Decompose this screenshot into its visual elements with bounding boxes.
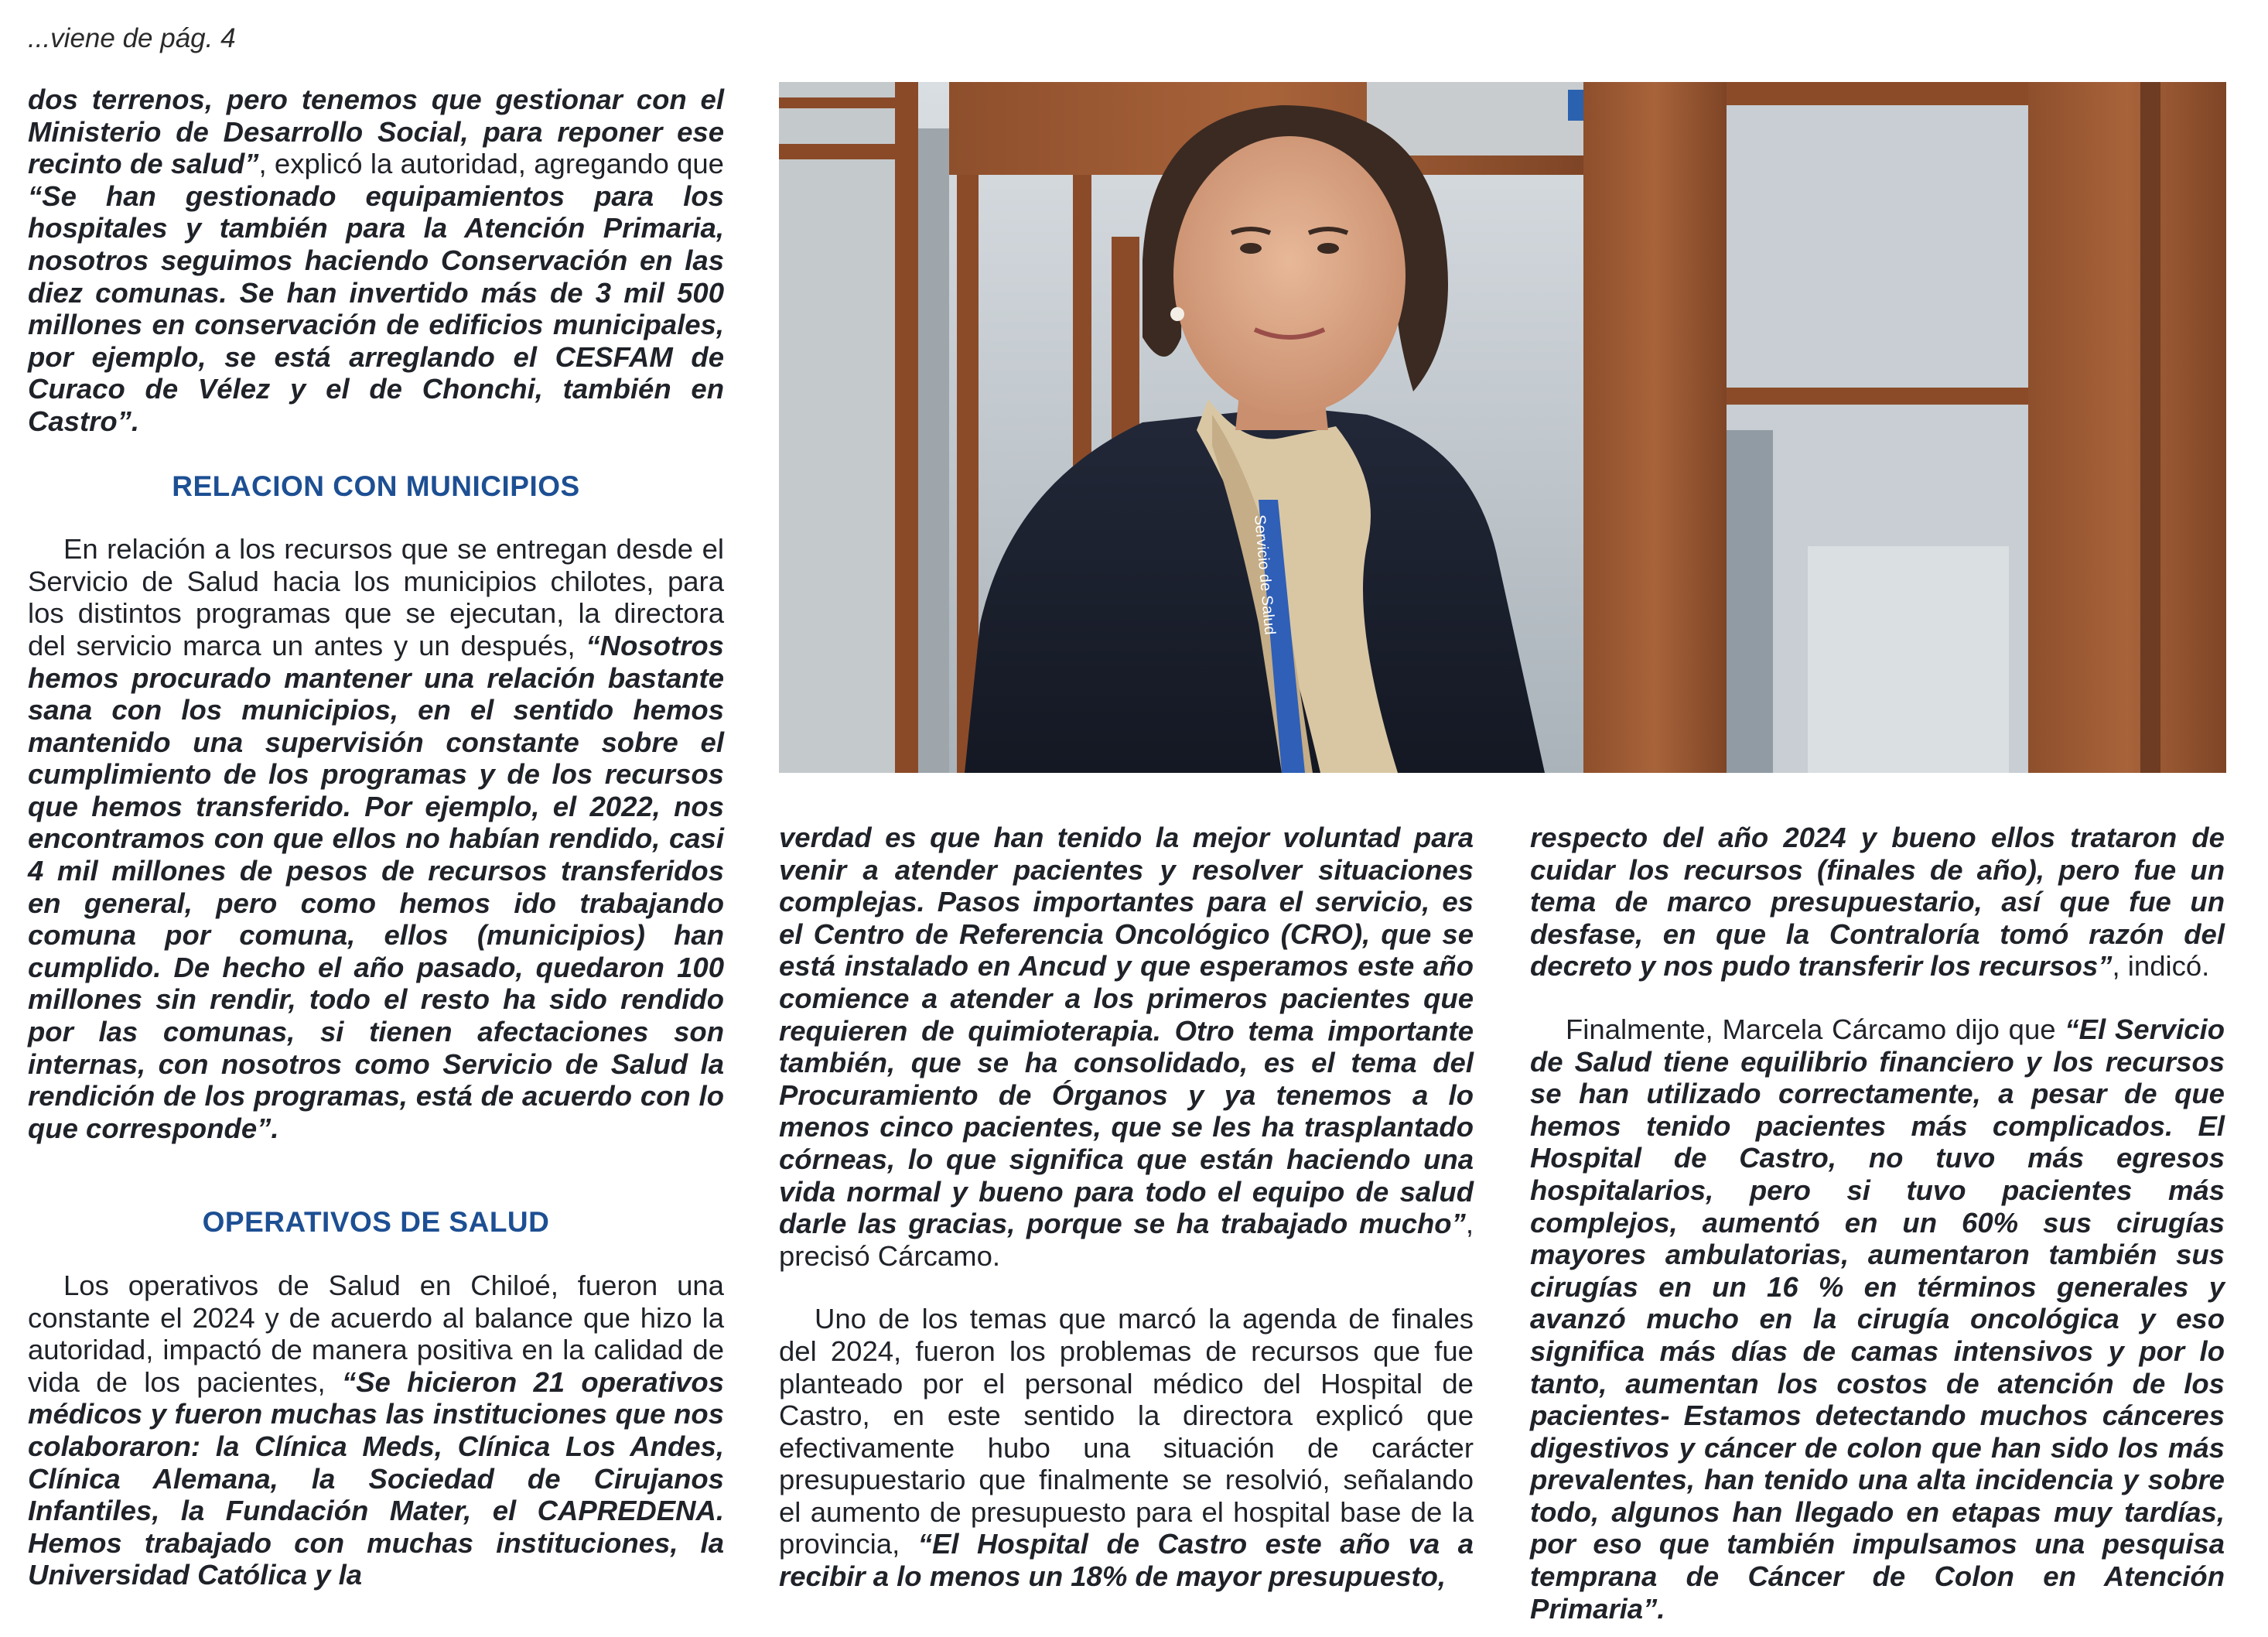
quote-text: dos terrenos, pero tenemos que gestionar con el Ministerio de Desarrollo Social, para reponer ese recinto de salud” [28, 84, 724, 180]
article-column-right [1530, 822, 2225, 1625]
body-text: , precisó Cárcamo. [779, 1208, 1474, 1272]
article-column-middle [779, 822, 1474, 1593]
photo-illustration [779, 82, 2226, 773]
quote-text: “Se han gestionado equipamientos para los hospitales y también para la Atención Primaria, nosotros seguimos haciendo Conservación en las diez comunas. Se han invertido más de 3 mil 500 millones en conservación de edificios municipales, por ejemplo, se está arreglando el CESFAM de Curaco de Vélez y el de Chonchi, también en Castro”. [28, 179, 724, 437]
body-text: , indicó. [2112, 950, 2210, 983]
paragraph [28, 1270, 724, 1591]
quote-text: “El Servicio de Salud tiene equilibrio financiero y los recursos se han utilizado correctamente, a pesar de que hemos tenido pacientes más complicados. El Hospital de Castro, no tuvo más egresos hospitalarios, pero si tuvo pacientes más complejos, aumentó en un 60% sus cirugías mayores ambulatorias, aumentaron también sus cirugías en un 16 % en términos generales y avanzó mucho en la cirugía oncológica y eso significa más días de camas intensivos y por lo tanto, aumentan los costos de atención de los pacientes- Estamos detectando muchos cánceres digestivos y cáncer de colon que han sido los más prevalentes, han tenido una alta incidencia y sobre todo, algunos han llegado en etapas muy tardías, por eso que también impulsamos una pesquisa temprana de Cáncer de Colon en Atención Primaria”. [1530, 1013, 2225, 1625]
article-column-left [28, 84, 724, 1591]
quote-text: “Nosotros hemos procurado mantener una relación bastante sana con los municipios, en el sentido hemos mantenido una supervisión constante sobre el cumplimiento de los programas y de los recursos que hemos transferido. Por ejemplo, el 2022, nos encontramos con que ellos no habían rendido, casi 4 mil millones de pesos de recursos transferidos en general, pero como hemos ido trabajando comuna por comuna, ellos (municipios) han cumplido. De hecho el año pasado, quedaron 100 millones sin rendir, todo el resto ha sido rendido por las comunas, si tienen afectaciones son internas, con nosotros como Servicio de Salud la rendición de los programas, está de acuerdo con lo que corresponde”. [28, 629, 724, 1144]
paragraph [1530, 822, 2225, 983]
lanyard-text: Servicio de Salud [1251, 514, 1279, 636]
body-text: En relación a los recursos que se entregan desde el Servicio de Salud hacia los municipios chilotes, para los distintos programas que se ejecutan, la directora del servicio marca un antes y un después, [28, 533, 724, 661]
paragraph [1530, 1013, 2225, 1625]
continued-from-page: ...viene de pág. 4 [28, 23, 236, 53]
paragraph [779, 1303, 1474, 1592]
body-text: Los operativos de Salud en Chiloé, fueron una constante el 2024 y de acuerdo al balance que hizo la autoridad, impactó de manera positiva en la calidad de vida de los pacientes, [28, 1270, 724, 1398]
quote-text: “Se hicieron 21 operativos médicos y fueron muchas las instituciones que nos colaboraron: la Clínica Meds, Clínica Los Andes, Clínica Alemana, la Sociedad de Cirujanos Infantiles, la Fundación Mater, el CAPREDENA. Hemos trabajado con muchas instituciones, la Universidad Católica y la [28, 1365, 724, 1591]
quote-text: “El Hospital de Castro este año va a recibir a lo menos un 18% de mayor presupuesto, [779, 1528, 1474, 1593]
quote-text: verdad es que han tenido la mejor voluntad para venir a atender pacientes y resolver situaciones complejas. Pasos importantes para el servicio, es el Centro de Referencia Oncológico (CRO), que se está instalado en Ancud y que esperamos este año comience a atender a los primeros pacientes que requieren de quimioterapia. Otro tema importante también, que se ha consolidado, es el tema del Procuramiento de Órganos y ya tenemos a lo menos cinco pacientes, que se les ha trasplantado córneas, lo que significa que están haciendo una vida normal y bueno para todo el equipo de salud darle las gracias, porque se ha trabajado mucho” [779, 822, 1474, 1240]
quote-text: respecto del año 2024 y bueno ellos trataron de cuidar los recursos (finales de año), pero fue un tema de marco presupuestario, así que fue un desfase, en que la Contraloría tomó razón del decreto y nos pudo transferir los recursos” [1530, 822, 2225, 983]
body-text: , explicó la autoridad, agregando que [258, 148, 724, 180]
article-photo [779, 82, 2226, 773]
body-text: Finalmente, Marcela Cárcamo dijo que [1566, 1013, 2065, 1045]
paragraph [28, 84, 724, 438]
section-heading-municipios: RELACION CON MUNICIPIOS [172, 470, 580, 502]
paragraph [28, 533, 724, 1144]
body-text: Uno de los temas que marcó la agenda de finales del 2024, fueron los problemas de recursos que fue planteado por el personal médico del Hospital de Castro, en este sentido la directora explicó que efectivamente hubo una situación de carácter presupuestario que finalmente se resolvió, señalando el aumento de presupuesto para el hospital base de la provincia, [779, 1303, 1474, 1560]
section-heading-operativos: OPERATIVOS DE SALUD [202, 1206, 550, 1239]
paragraph [779, 822, 1474, 1272]
